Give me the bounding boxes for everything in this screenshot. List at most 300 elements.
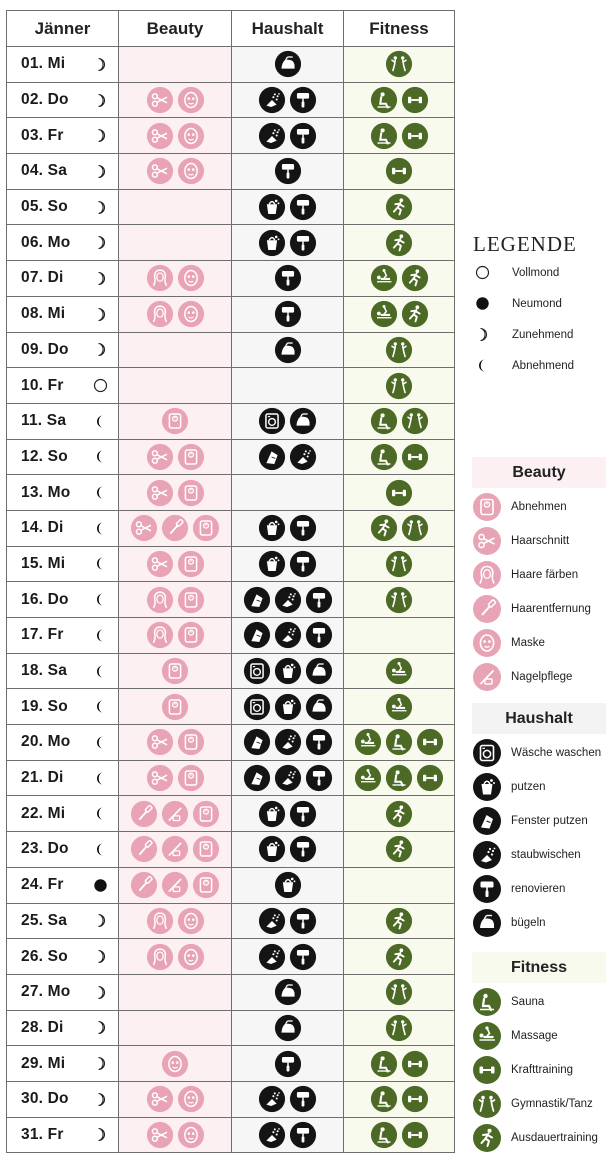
- waesche-icon: [243, 693, 271, 721]
- header-beauty: Beauty: [119, 11, 232, 47]
- header-month: Jänner: [7, 11, 119, 47]
- day-label: 20. Mo: [21, 733, 71, 751]
- maske-icon: [177, 943, 205, 971]
- day-cell: [7, 225, 119, 261]
- moon-zunehmend-icon: [93, 57, 108, 72]
- staubwischen-icon: [258, 943, 286, 971]
- day-label: 21. Di: [21, 769, 64, 787]
- table-row: [7, 939, 455, 975]
- day-label: 22. Mi: [21, 804, 66, 822]
- abnehmen-icon: [177, 479, 205, 507]
- legend-item-label: Krafttraining: [511, 1064, 574, 1076]
- legend-beauty-items: [472, 490, 606, 694]
- maske-icon: [177, 157, 205, 185]
- fitness-cell: [344, 296, 455, 332]
- legend-fitness-items: [472, 985, 606, 1155]
- legend-beauty-title: Beauty: [472, 457, 606, 488]
- day-cell: [7, 867, 119, 903]
- legend-moon-row: [472, 288, 612, 319]
- buegeln-icon: [274, 978, 302, 1006]
- krafttraining-icon: [401, 1121, 429, 1149]
- day-label: 30. Do: [21, 1090, 69, 1108]
- krafttraining-icon: [401, 443, 429, 471]
- haushalt-cell: [232, 974, 344, 1010]
- beauty-cell: [119, 368, 232, 404]
- legend-item-label: Fenster putzen: [511, 815, 588, 827]
- moon-zunehmend-icon: [93, 93, 108, 108]
- maske-icon: [177, 86, 205, 114]
- beauty-cell: [119, 760, 232, 796]
- haushalt-cell: [232, 510, 344, 546]
- moon-zunehmend-icon: [93, 307, 108, 322]
- beauty-cell: [119, 118, 232, 154]
- day-cell: [7, 653, 119, 689]
- table-row: [7, 475, 455, 511]
- beauty-cell: [119, 403, 232, 439]
- sauna-icon: [370, 1050, 398, 1078]
- renovieren-icon: [305, 586, 333, 614]
- haushalt-cell: [232, 368, 344, 404]
- moon-zunehmend-icon: [93, 1056, 108, 1071]
- sauna-icon: [370, 1085, 398, 1113]
- table-row: [7, 189, 455, 225]
- moon-abnehmend-icon: [93, 521, 108, 536]
- legend-item-label: Ausdauertraining: [511, 1132, 598, 1144]
- fitness-cell: [344, 1117, 455, 1153]
- haarentfernung-icon: [130, 800, 158, 828]
- fitness-cell: [344, 1081, 455, 1117]
- legend-title: LEGENDE: [473, 232, 577, 256]
- table-row: [7, 689, 455, 725]
- krafttraining-icon: [401, 86, 429, 114]
- gymnastik-icon: [385, 550, 413, 578]
- day-cell: [7, 546, 119, 582]
- haarentfernung-icon: [130, 871, 158, 899]
- day-label: 03. Fr: [21, 126, 64, 144]
- renovieren-icon: [274, 157, 302, 185]
- day-label: 05. So: [21, 198, 68, 216]
- day-cell: [7, 189, 119, 225]
- maske-icon: [161, 1050, 189, 1078]
- fitness-cell: [344, 1046, 455, 1082]
- beauty-cell: [119, 261, 232, 297]
- beauty-cell: [119, 332, 232, 368]
- day-label: 19. So: [21, 697, 68, 715]
- staubwischen-icon: [274, 728, 302, 756]
- staubwischen-icon: [274, 586, 302, 614]
- day-label: 13. Mo: [21, 483, 71, 501]
- beauty-cell: [119, 439, 232, 475]
- day-cell: [7, 582, 119, 618]
- moon-abnehmend-icon: [93, 556, 108, 571]
- lunar-calendar-table: [6, 10, 455, 1153]
- beauty-cell: [119, 867, 232, 903]
- fitness-cell: [344, 403, 455, 439]
- fitness-cell: [344, 618, 455, 654]
- legend-haushalt: [472, 703, 606, 940]
- sauna-icon: [370, 1121, 398, 1149]
- fitness-cell: [344, 582, 455, 618]
- renovieren-icon: [289, 835, 317, 863]
- fitness-cell: [344, 118, 455, 154]
- beauty-cell: [119, 1010, 232, 1046]
- beauty-cell: [119, 154, 232, 190]
- table-row: [7, 1046, 455, 1082]
- haarschnitt-icon: [472, 526, 502, 556]
- moon-zunehmend-icon: [93, 235, 108, 250]
- massage-icon: [354, 728, 382, 756]
- fenster-icon: [258, 443, 286, 471]
- moon-vollmond-icon: [475, 265, 490, 280]
- fitness-cell: [344, 867, 455, 903]
- day-cell: [7, 475, 119, 511]
- haarschnitt-icon: [146, 1085, 174, 1113]
- beauty-cell: [119, 582, 232, 618]
- buegeln-icon: [305, 657, 333, 685]
- fitness-cell: [344, 939, 455, 975]
- renovieren-icon: [289, 193, 317, 221]
- haushalt-cell: [232, 47, 344, 83]
- massage-icon: [370, 300, 398, 328]
- legend-haushalt-items: [472, 736, 606, 940]
- haarefaerben-icon: [472, 560, 502, 590]
- haarschnitt-icon: [130, 514, 158, 542]
- legend-moon-row: [472, 319, 612, 350]
- haarefaerben-icon: [146, 943, 174, 971]
- moon-abnehmend-icon: [93, 842, 108, 857]
- moon-abnehmend-icon: [475, 358, 490, 373]
- gymnastik-icon: [401, 514, 429, 542]
- haushalt-cell: [232, 1010, 344, 1046]
- legend-haushalt-title: Haushalt: [472, 703, 606, 734]
- beauty-cell: [119, 82, 232, 118]
- moon-abnehmend-icon: [93, 771, 108, 786]
- renovieren-icon: [274, 1050, 302, 1078]
- legend-item-nagelpflege: [472, 660, 606, 694]
- day-cell: [7, 939, 119, 975]
- buegeln-icon: [274, 336, 302, 364]
- haushalt-cell: [232, 796, 344, 832]
- abnehmen-icon: [192, 835, 220, 863]
- abnehmen-icon: [192, 800, 220, 828]
- waesche-icon: [243, 657, 271, 685]
- fitness-cell: [344, 154, 455, 190]
- staubwischen-icon: [258, 1085, 286, 1113]
- day-label: 06. Mo: [21, 233, 71, 251]
- legend-beauty: [472, 457, 606, 694]
- haushalt-cell: [232, 546, 344, 582]
- legend-moon-row: [472, 350, 612, 381]
- legend-item-abnehmen: [472, 490, 606, 524]
- moon-abnehmend-icon: [93, 699, 108, 714]
- renovieren-icon: [289, 122, 317, 150]
- table-row: [7, 47, 455, 83]
- moon-zunehmend-icon: [93, 164, 108, 179]
- day-cell: [7, 154, 119, 190]
- moon-zunehmend-icon: [93, 1020, 108, 1035]
- beauty-cell: [119, 546, 232, 582]
- legend-item-haarschnitt: [472, 524, 606, 558]
- day-label: 17. Fr: [21, 626, 64, 644]
- haushalt-cell: [232, 618, 344, 654]
- day-cell: [7, 1010, 119, 1046]
- staubwischen-icon: [274, 621, 302, 649]
- day-cell: [7, 368, 119, 404]
- abnehmen-icon: [177, 550, 205, 578]
- putzen-icon: [472, 772, 502, 802]
- haushalt-cell: [232, 1117, 344, 1153]
- haushalt-cell: [232, 261, 344, 297]
- abnehmen-icon: [192, 514, 220, 542]
- fitness-cell: [344, 261, 455, 297]
- legend-item-label: Massage: [511, 1030, 558, 1042]
- fitness-cell: [344, 510, 455, 546]
- day-cell: [7, 618, 119, 654]
- day-label: 01. Mi: [21, 55, 66, 73]
- legend-item-label: Abnehmen: [511, 501, 567, 513]
- table-row: [7, 725, 455, 761]
- haushalt-cell: [232, 332, 344, 368]
- nagelpflege-icon: [472, 662, 502, 692]
- table-row: [7, 760, 455, 796]
- renovieren-icon: [274, 264, 302, 292]
- renovieren-icon: [305, 621, 333, 649]
- beauty-cell: [119, 1046, 232, 1082]
- sauna-icon: [472, 987, 502, 1017]
- sauna-icon: [385, 764, 413, 792]
- table-row: [7, 154, 455, 190]
- table-row: [7, 618, 455, 654]
- moon-zunehmend-icon: [93, 1092, 108, 1107]
- renovieren-icon: [289, 907, 317, 935]
- moon-abnehmend-icon: [93, 592, 108, 607]
- abnehmen-icon: [177, 443, 205, 471]
- moon-zunehmend-icon: [93, 985, 108, 1000]
- day-label: 07. Di: [21, 269, 64, 287]
- legend-item-label: putzen: [511, 781, 546, 793]
- day-label: 28. Di: [21, 1018, 64, 1036]
- day-label: 26. So: [21, 947, 68, 965]
- haushalt-cell: [232, 867, 344, 903]
- legend-item-waesche: [472, 736, 606, 770]
- beauty-cell: [119, 510, 232, 546]
- haushalt-cell: [232, 439, 344, 475]
- maske-icon: [177, 300, 205, 328]
- maske-icon: [472, 628, 502, 658]
- krafttraining-icon: [472, 1055, 502, 1085]
- day-cell: [7, 689, 119, 725]
- legend-fitness-title: Fitness: [472, 952, 606, 983]
- fitness-cell: [344, 475, 455, 511]
- table-row: [7, 225, 455, 261]
- haarschnitt-icon: [146, 443, 174, 471]
- staubwischen-icon: [289, 443, 317, 471]
- header-haushalt: Haushalt: [232, 11, 344, 47]
- moon-abnehmend-icon: [93, 806, 108, 821]
- legend-item-sauna: [472, 985, 606, 1019]
- legend: [472, 232, 612, 381]
- staubwischen-icon: [258, 907, 286, 935]
- legend-item-label: Haarschnitt: [511, 535, 570, 547]
- day-cell: [7, 47, 119, 83]
- maske-icon: [177, 907, 205, 935]
- table-row: [7, 118, 455, 154]
- abnehmen-icon: [161, 657, 189, 685]
- moon-zunehmend-icon: [93, 128, 108, 143]
- haushalt-cell: [232, 653, 344, 689]
- haarefaerben-icon: [146, 264, 174, 292]
- krafttraining-icon: [401, 1085, 429, 1113]
- beauty-cell: [119, 618, 232, 654]
- fitness-cell: [344, 82, 455, 118]
- moon-zunehmend-icon: [93, 200, 108, 215]
- ausdauer-icon: [385, 835, 413, 863]
- haarentfernung-icon: [472, 594, 502, 624]
- moon-abnehmend-icon: [93, 414, 108, 429]
- gymnastik-icon: [385, 586, 413, 614]
- fitness-cell: [344, 796, 455, 832]
- moon-abnehmend-icon: [93, 485, 108, 500]
- day-label: 10. Fr: [21, 376, 64, 394]
- beauty-cell: [119, 653, 232, 689]
- fitness-cell: [344, 974, 455, 1010]
- krafttraining-icon: [401, 122, 429, 150]
- krafttraining-icon: [401, 1050, 429, 1078]
- moon-vollmond-icon: [93, 378, 108, 393]
- gymnastik-icon: [385, 50, 413, 78]
- abnehmen-icon: [177, 621, 205, 649]
- maske-icon: [177, 122, 205, 150]
- moon-zunehmend-icon: [93, 271, 108, 286]
- putzen-icon: [274, 693, 302, 721]
- moon-neumond-icon: [475, 296, 490, 311]
- legend-item-label: Haare färben: [511, 569, 579, 581]
- haarefaerben-icon: [146, 586, 174, 614]
- buegeln-icon: [274, 1014, 302, 1042]
- ausdauer-icon: [370, 514, 398, 542]
- renovieren-icon: [289, 229, 317, 257]
- nagelpflege-icon: [161, 800, 189, 828]
- gymnastik-icon: [472, 1089, 502, 1119]
- day-label: 31. Fr: [21, 1125, 64, 1143]
- header-fitness: Fitness: [344, 11, 455, 47]
- staubwischen-icon: [472, 840, 502, 870]
- table-row: [7, 582, 455, 618]
- day-cell: [7, 1081, 119, 1117]
- header-row: [7, 11, 455, 47]
- legend-item-fenster: [472, 804, 606, 838]
- haarschnitt-icon: [146, 86, 174, 114]
- haushalt-cell: [232, 154, 344, 190]
- putzen-icon: [258, 800, 286, 828]
- moon-zunehmend-icon: [93, 913, 108, 928]
- moon-neumond-icon: [93, 878, 108, 893]
- legend-item-ausdauer: [472, 1121, 606, 1155]
- day-label: 27. Mo: [21, 983, 71, 1001]
- day-cell: [7, 118, 119, 154]
- legend-item-label: Maske: [511, 637, 545, 649]
- moon-zunehmend-icon: [93, 949, 108, 964]
- table-row: [7, 1081, 455, 1117]
- day-cell: [7, 510, 119, 546]
- day-label: 24. Fr: [21, 876, 64, 894]
- moon-abnehmend-icon: [93, 735, 108, 750]
- ausdauer-icon: [385, 193, 413, 221]
- legend-item-label: staubwischen: [511, 849, 581, 861]
- day-label: 23. Do: [21, 840, 69, 858]
- day-label: 09. Do: [21, 340, 69, 358]
- renovieren-icon: [472, 874, 502, 904]
- fitness-cell: [344, 368, 455, 404]
- staubwischen-icon: [258, 86, 286, 114]
- beauty-cell: [119, 225, 232, 261]
- day-cell: [7, 796, 119, 832]
- haushalt-cell: [232, 903, 344, 939]
- waesche-icon: [472, 738, 502, 768]
- legend-item-maske: [472, 626, 606, 660]
- day-cell: [7, 403, 119, 439]
- table-row: [7, 546, 455, 582]
- day-label: 11. Sa: [21, 412, 67, 430]
- legend-item-krafttraining: [472, 1053, 606, 1087]
- buegeln-icon: [305, 693, 333, 721]
- haushalt-cell: [232, 1046, 344, 1082]
- table-row: [7, 1010, 455, 1046]
- beauty-cell: [119, 796, 232, 832]
- day-cell: [7, 261, 119, 297]
- maske-icon: [177, 1085, 205, 1113]
- legend-fitness: [472, 952, 606, 1155]
- haushalt-cell: [232, 225, 344, 261]
- haushalt-cell: [232, 689, 344, 725]
- fitness-cell: [344, 832, 455, 868]
- ausdauer-icon: [385, 800, 413, 828]
- beauty-cell: [119, 903, 232, 939]
- moon-zunehmend-icon: [93, 342, 108, 357]
- day-label: 04. Sa: [21, 162, 68, 180]
- beauty-cell: [119, 47, 232, 83]
- putzen-icon: [258, 514, 286, 542]
- table-row: [7, 903, 455, 939]
- nagelpflege-icon: [161, 835, 189, 863]
- table-row: [7, 439, 455, 475]
- renovieren-icon: [305, 728, 333, 756]
- legend-item-renovieren: [472, 872, 606, 906]
- table-row: [7, 832, 455, 868]
- abnehmen-icon: [161, 693, 189, 721]
- sauna-icon: [370, 443, 398, 471]
- gymnastik-icon: [385, 336, 413, 364]
- fenster-icon: [243, 586, 271, 614]
- haushalt-cell: [232, 582, 344, 618]
- fenster-icon: [243, 621, 271, 649]
- table-row: [7, 368, 455, 404]
- renovieren-icon: [289, 1085, 317, 1113]
- legend-item-label: Nagelpflege: [511, 671, 573, 683]
- fitness-cell: [344, 725, 455, 761]
- legend-item-label: Wäsche waschen: [511, 747, 602, 759]
- haarschnitt-icon: [146, 1121, 174, 1149]
- sauna-icon: [370, 86, 398, 114]
- fitness-cell: [344, 189, 455, 225]
- haushalt-cell: [232, 1081, 344, 1117]
- beauty-cell: [119, 475, 232, 511]
- day-cell: [7, 725, 119, 761]
- legend-moon-label: Zunehmend: [512, 328, 574, 341]
- legend-item-label: Haarentfernung: [511, 603, 591, 615]
- massage-icon: [385, 657, 413, 685]
- gymnastik-icon: [385, 978, 413, 1006]
